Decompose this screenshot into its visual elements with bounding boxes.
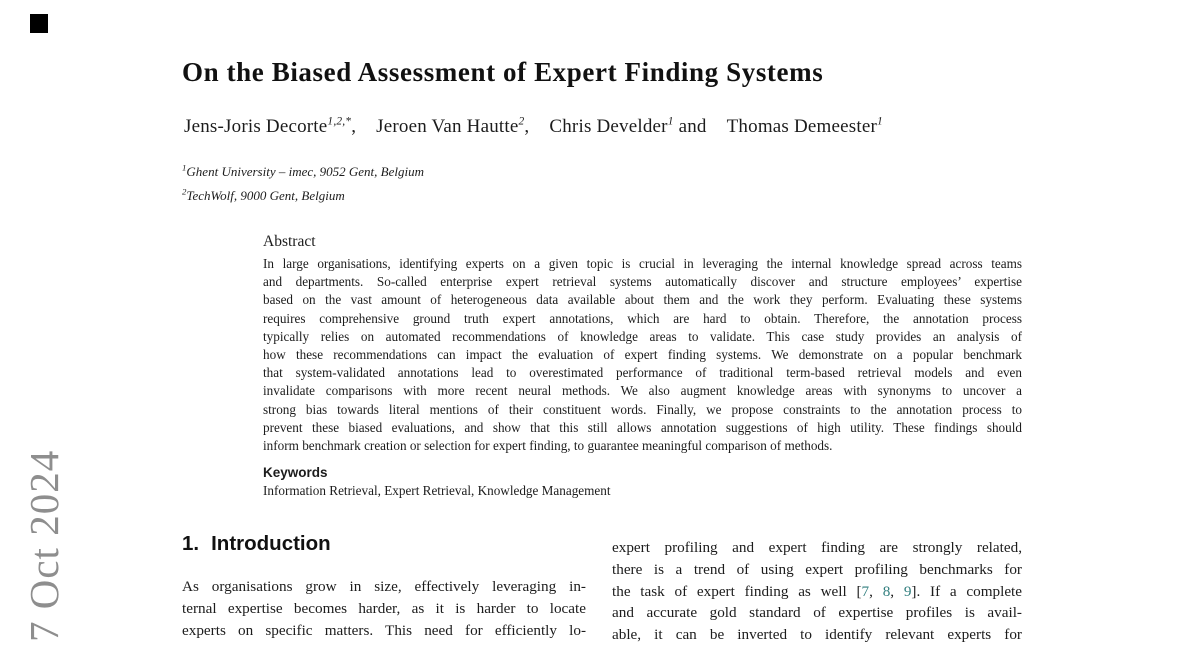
author-superscript: 2: [518, 115, 525, 128]
affiliations: [182, 160, 424, 208]
author: [727, 116, 903, 137]
text-line: there is a trend of using expert profiling benchmarks for: [612, 560, 1022, 578]
text-segment: the task of expert finding as well [: [612, 582, 862, 600]
text-line: and departments. So-called enterprise expert retrieval systems automatically discover and structure employees’ expertise: [263, 274, 1022, 290]
text-line: As organisations grow in size, effectively leveraging in-: [182, 578, 586, 595]
text-line: typically relies on automated recommendations of knowledge areas to validate. This case study provides an analysis of: [263, 328, 1022, 344]
text-line: that system-validated annotations lead to overestimated performance of traditional term-based retrieval models and even: [263, 365, 1022, 381]
section-title: Introduction: [211, 532, 331, 555]
text-line: experts on specific matters. This need for efficiently lo-: [182, 621, 586, 639]
text-segment: ,: [869, 582, 883, 600]
text-line: prevent these biased evaluations, and show that this still allows annotation suggestions of high utility. These findings should: [263, 419, 1022, 435]
author-name: Thomas Demeester: [726, 116, 878, 137]
keywords-heading: Keywords: [263, 465, 328, 481]
text-line: invalidate comparisons with more recent neural methods. We also augment knowledge areas with synonyms to uncover a: [263, 383, 1022, 399]
section-heading-introduction: [182, 532, 331, 556]
abstract-section: [263, 232, 1022, 500]
author-superscript: 1: [877, 115, 883, 128]
text-line: how these recommendations can impact the evaluation of expert finding systems. We demonstrate on a popular benchmark: [263, 347, 1022, 363]
author-separator: ,: [351, 116, 357, 137]
text-line: In large organisations, identifying experts on a given topic is crucial in leveraging the internal knowledge spread across teams: [263, 256, 1022, 271]
text-line: able, it can be inverted to identify relevant experts for: [612, 626, 1022, 644]
author-line: [184, 116, 903, 138]
text-line: [612, 581, 1022, 603]
text-line: strong bias towards literal mentions of their constituent words. Finally, we propose constraints to the annotation process to: [263, 401, 1022, 417]
text-line: based on the vast amount of heterogeneous data available about them and the work they perform. Evaluating these systems: [263, 292, 1022, 308]
text-line: and accurate gold standard of expertise profiles is avail-: [612, 604, 1022, 622]
intro-left-column: [182, 576, 586, 641]
author-superscript: 1: [667, 115, 674, 128]
section-number: 1.: [182, 532, 200, 555]
intro-right-column: [612, 537, 1022, 646]
text-line: ternal expertise becomes harder, as it is harder to locate: [182, 599, 586, 617]
corner-artifact-square: [30, 14, 48, 33]
author: [549, 116, 726, 137]
text-line: requires comprehensive ground truth expert annotations, which are hard to obtain. Therefore, the annotation process: [263, 310, 1022, 326]
author-name: Jeroen Van Hautte: [376, 116, 519, 137]
affiliation-text: TechWolf, 9000 Gent, Belgium: [186, 188, 345, 203]
affiliation-superscript: 2: [182, 186, 187, 197]
author: [376, 116, 549, 137]
text-segment: ,: [890, 582, 904, 600]
text-line: expert profiling and expert finding are strongly related,: [612, 539, 1022, 556]
affiliation: [182, 160, 424, 184]
citation-ref[interactable]: 8: [882, 582, 891, 600]
citation-ref[interactable]: 7: [861, 582, 870, 600]
author-separator: ,: [524, 116, 530, 137]
abstract-text: [263, 255, 1022, 455]
affiliation-superscript: 1: [182, 162, 187, 173]
author-separator: and: [673, 116, 707, 137]
paper-title: On the Biased Assessment of Expert Finding Systems: [182, 57, 824, 87]
author: [184, 116, 376, 137]
author-name: Chris Develder: [549, 116, 668, 137]
text-line: inform benchmark creation or selection for expert finding, to guarantee meaningful comparison of methods.: [263, 438, 833, 454]
affiliation-text: Ghent University – imec, 9052 Gent, Belgium: [186, 164, 424, 179]
affiliation: [182, 184, 424, 208]
abstract-heading: Abstract: [263, 233, 316, 250]
author-superscript: 1,2,*: [327, 115, 352, 128]
author-name: Jens-Joris Decorte: [184, 116, 328, 137]
arxiv-date-stamp: 7 Oct 2024: [21, 449, 67, 642]
text-segment: ]. If a complete: [911, 582, 1023, 600]
citation-ref[interactable]: 9: [903, 582, 912, 600]
keywords-text: Information Retrieval, Expert Retrieval, Knowledge Management: [263, 483, 611, 499]
